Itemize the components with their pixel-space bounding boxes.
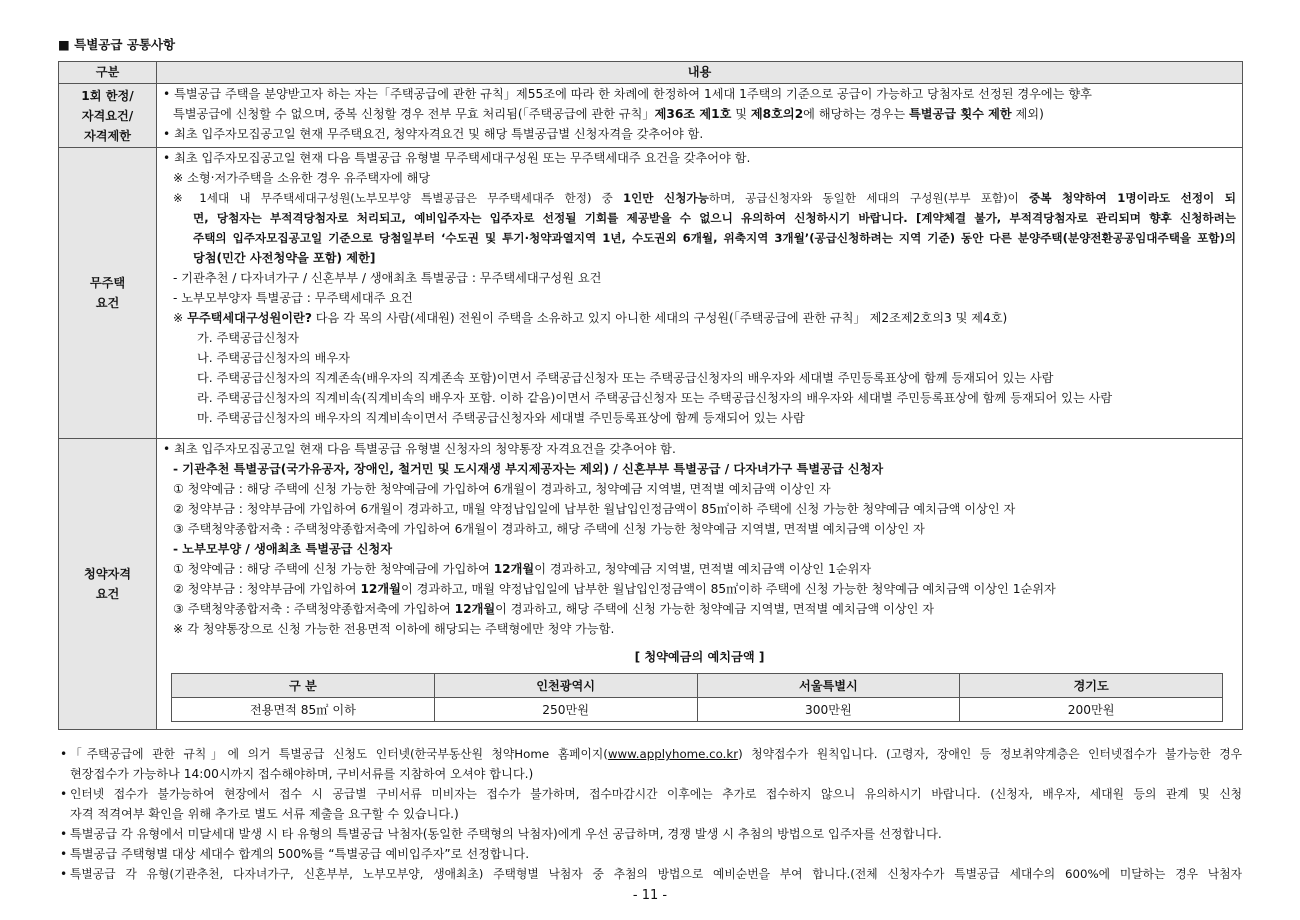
row-content: • 최초 입주자모집공고일 현재 다음 특별공급 유형별 무주택세대구성원 또는 무주택세대주 요건을 갖추어야 함. ※ 소형‧저가주택을 소유한 경우 유주택자에 해당 ※ 1세대 내 무주택세대구성원(노부모부양 특별공급은 무주택세대주 한정) 중 1인만 신청가능하며, 공급신청자와 동일한 세대의 구성원(부부 포함)이 중복 청약하여 1명이라도 선정이 되 면, 당첨자는 부적격당첨자로 처리되고, 예비입주자는 입주자로 선정될 기회를 제공받을 수 없으니 유의하여 신청하시기 바랍니다. [계약체결 불가, 부적격당첨자로 관리되며 향후 신청하려는 주택의 입주자모집공고일 기준으로 당첨일부터 ‘수도권 및 투기·청약과열지역 1년, 수도권외 6개월, 위축지역 3개월’(공급신청하려는 지역 기준) 동안 다른 분양주택(분양전환공공임대주택을 포함)의 당첨(민간 사전청약을 포함) 제한] - 기관추천 / 다자녀가구 / 신혼부부 / 생애최초 특별공급 : 무주택세대구성원 요건 - 노부모부양자 특별공급 : 무주택세대주 요건 ※ 무주택세대구성원이란? 다음 각 목의 사람(세대원) 전원이 주택을 소유하고 있지 아니한 세대의 구성원(「주택공급에 관한 규칙」 제2조제2호의3 및 제4호) 가. 주택공급신청자 나. 주택공급신청자의 배우자 다. 주택공급신청자의 직계존속(배우자의 직계존속 포함)이면서 주택공급신청자 또는 주택공급신청자의 배우자와 세대별 주민등록표상에 함께 등재되어 있는 사람 라. 주택공급신청자의 직계비속(직계비속의 배우자 포함. 이하 같음)이면서 주택공급신청자 또는 주택공급신청자의 배우자와 세대별 주민등록표상에 함께 등재되어 있는 사람 마. 주택공급신청자의 배우자의 직계비속이면서 주택공급신청자와 세대별 주민등록표상에 함께 등재되어 있는 사람 bbox=[157, 148, 1243, 439]
row-category: 무주택 요건 bbox=[59, 148, 157, 439]
deposit-amount-table bbox=[171, 673, 1223, 722]
page-number: - 11 - bbox=[632, 888, 668, 903]
section-title: ■ 특별공급 공통사항 bbox=[58, 37, 176, 52]
col-header-category: 구분 bbox=[59, 62, 157, 84]
table-row bbox=[59, 84, 1243, 148]
deposit-value-row: 전용면적 85㎡ 이하 250만원 300만원 200만원 bbox=[172, 698, 1223, 722]
list-item: • 인터넷 접수가 불가능하여 현장에서 접수 시 공급별 구비서류 미비자는 접수가 불가하며, 접수마감시간 이후에는 추가로 접수하지 않으니 유의하시기 바랍니다. (신청자, 배우자, 세대원 등의 관계 및 신청 자격 적격여부 확인을 위해 추가로 별도 서류 제출을 요구할 수 있습니다.) bbox=[60, 787, 1242, 821]
content-line: 특별공급에 신청할 수 없으며, 중복 신청할 경우 전부 무효 처리됨(「주택공급에 관한 규칙」제36조 제1호 및 제8호의2에 해당하는 경우는 특별공급 횟수 제한 제외) bbox=[173, 107, 1044, 121]
list-item: • 「주택공급에 관한 규칙」에 의거 특별공급 신청도 인터넷(한국부동산원 청약Home 홈페이지(www.applyhome.co.kr) 청약접수가 원칙입니다. (고령자, 장애인 등 정보취약계층은 인터넷접수가 불가능한 경우 현장접수가 가능하나 14:00시까지 접수해야하며, 구비서류를 지참하여 오셔야 합니다.) bbox=[60, 747, 1242, 781]
row-content: • 특별공급 주택을 분양받고자 하는 자는「주택공급에 관한 규칙」제55조에 따라 한 차례에 한정하여 1세대 1주택의 기준으로 공급이 가능하고 당첨자로 선정된 경우에는 향후 특별공급에 신청할 수 없으며, 중복 신청할 경우 전부 무효 처리됨(「주택공급에 관한 규칙」제36조 제1호 및 제8호의2에 해당하는 경우는 특별공급 횟수 제한 제외) • 최초 입주자모집공고일 현재 무주택요건, 청약자격요건 및 해당 특별공급별 신청자격을 갖추어야 함. bbox=[157, 84, 1243, 148]
common-matters-table bbox=[58, 61, 1243, 730]
list-item: • 특별공급 각 유형에서 미달세대 발생 시 타 유형의 특별공급 낙첨자(동일한 주택형의 낙첨자)에게 우선 공급하며, 경쟁 발생 시 추첨의 방법으로 입주자를 선정합니다. bbox=[60, 827, 942, 841]
content-line: ③ 주택청약종합저축 : 주택청약종합저축에 가입하여 12개월이 경과하고, 해당 주택에 신청 가능한 청약예금 지역별, 면적별 예치금액 이상인 자 bbox=[173, 602, 935, 616]
content-line: ※ 무주택세대구성원이란? 다음 각 목의 사람(세대원) 전원이 주택을 소유하고 있지 아니한 세대의 구성원(「주택공급에 관한 규칙」 제2조제2호의3 및 제4호) bbox=[173, 311, 1008, 325]
deposit-table-title: [ 청약예금의 예치금액 ] bbox=[634, 650, 765, 664]
deposit-header-row: 구 분 인천광역시 서울특별시 경기도 bbox=[172, 674, 1223, 698]
content-line: ※ 1세대 내 무주택세대구성원(노부모부양 특별공급은 무주택세대주 한정) 중 1인만 신청가능하며, 공급신청자와 동일한 세대의 구성원(부부 포함)이 중복 청약하여 1명이라도 선정이 되 bbox=[173, 191, 1236, 205]
row-category: 1회 한정/ 자격요건/ 자격제한 bbox=[59, 84, 157, 148]
notes-list bbox=[60, 744, 1242, 884]
table-header-row bbox=[59, 62, 1243, 84]
row-category: 청약자격 요건 bbox=[59, 439, 157, 730]
applyhome-link[interactable]: www.applyhome.co.kr bbox=[607, 747, 739, 761]
content-line: ① 청약예금 : 해당 주택에 신청 가능한 청약예금에 가입하여 12개월이 경과하고, 청약예금 지역별, 면적별 예치금액 이상인 1순위자 bbox=[173, 562, 872, 576]
content-line: ② 청약부금 : 청약부금에 가입하여 12개월이 경과하고, 매월 약정납입일에 납부한 월납입인정금액이 85㎡이하 주택에 신청 가능한 청약예금 예치금액 이상인 1순위자 bbox=[173, 582, 1056, 596]
table-row bbox=[59, 148, 1243, 439]
row-content: • 최초 입주자모집공고일 현재 다음 특별공급 유형별 신청자의 청약통장 자격요건을 갖추어야 함. - 기관추천 특별공급(국가유공자, 장애인, 철거민 및 도시재생 부지제공자는 제외) / 신혼부부 특별공급 / 다자녀가구 특별공급 신청자 ① 청약예금 : 해당 주택에 신청 가능한 청약예금에 가입하여 6개월이 경과하고, 청약예금 지역별, 면적별 예치금액 이상인 자 ② 청약부금 : 청약부금에 가입하여 6개월이 경과하고, 매월 약정납입일에 납부한 월납입인정금액이 85㎡이하 주택에 신청 가능한 청약예금 예치금액 이상인 자 ③ 주택청약종합저축 : 주택청약종합저축에 가입하여 6개월이 경과하고, 해당 주택에 신청 가능한 청약예금 지역별, 면적별 예치금액 이상인 자 - 노부모부양 / 생애최초 특별공급 신청자 ① 청약예금 : 해당 주택에 신청 가능한 청약예금에 가입하여 12개월이 경과하고, 청약예금 지역별, 면적별 예치금액 이상인 1순위자 ② 청약부금 : 청약부금에 가입하여 12개월이 경과하고, 매월 약정납입일에 납부한 월납입인정금액이 85㎡이하 주택에 신청 가능한 청약예금 예치금액 이상인 1순위자 ③ 주택청약종합저축 : 주택청약종합저축에 가입하여 12개월이 경과하고, 해당 주택에 신청 가능한 청약예금 지역별, 면적별 예치금액 이상인 자 ※ 각 청약통장으로 신청 가능한 전용면적 이하에 해당되는 주택형에만 청약 가능함. [ 청약예금의 예치금액 ] 구 분 인천광역시 서울특별시 경기도 전용면적 85㎡ 이하 250만원 300만원 200만원 bbox=[157, 439, 1243, 730]
list-item: • 특별공급 각 유형(기관추천, 다자녀가구, 신혼부부, 노부모부양, 생애최초) 주택형별 낙첨자 중 추첨의 방법으로 예비순번을 부여 합니다.(전체 신청자수가 특별공급 세대수의 600%에 미달하는 경우 낙첨자 bbox=[60, 867, 1242, 881]
table-row bbox=[59, 439, 1243, 730]
list-item: • 특별공급 주택형별 대상 세대수 합계의 500%를 “특별공급 예비입주자”로 선정합니다. bbox=[60, 847, 530, 861]
col-header-content: 내용 bbox=[157, 62, 1243, 84]
